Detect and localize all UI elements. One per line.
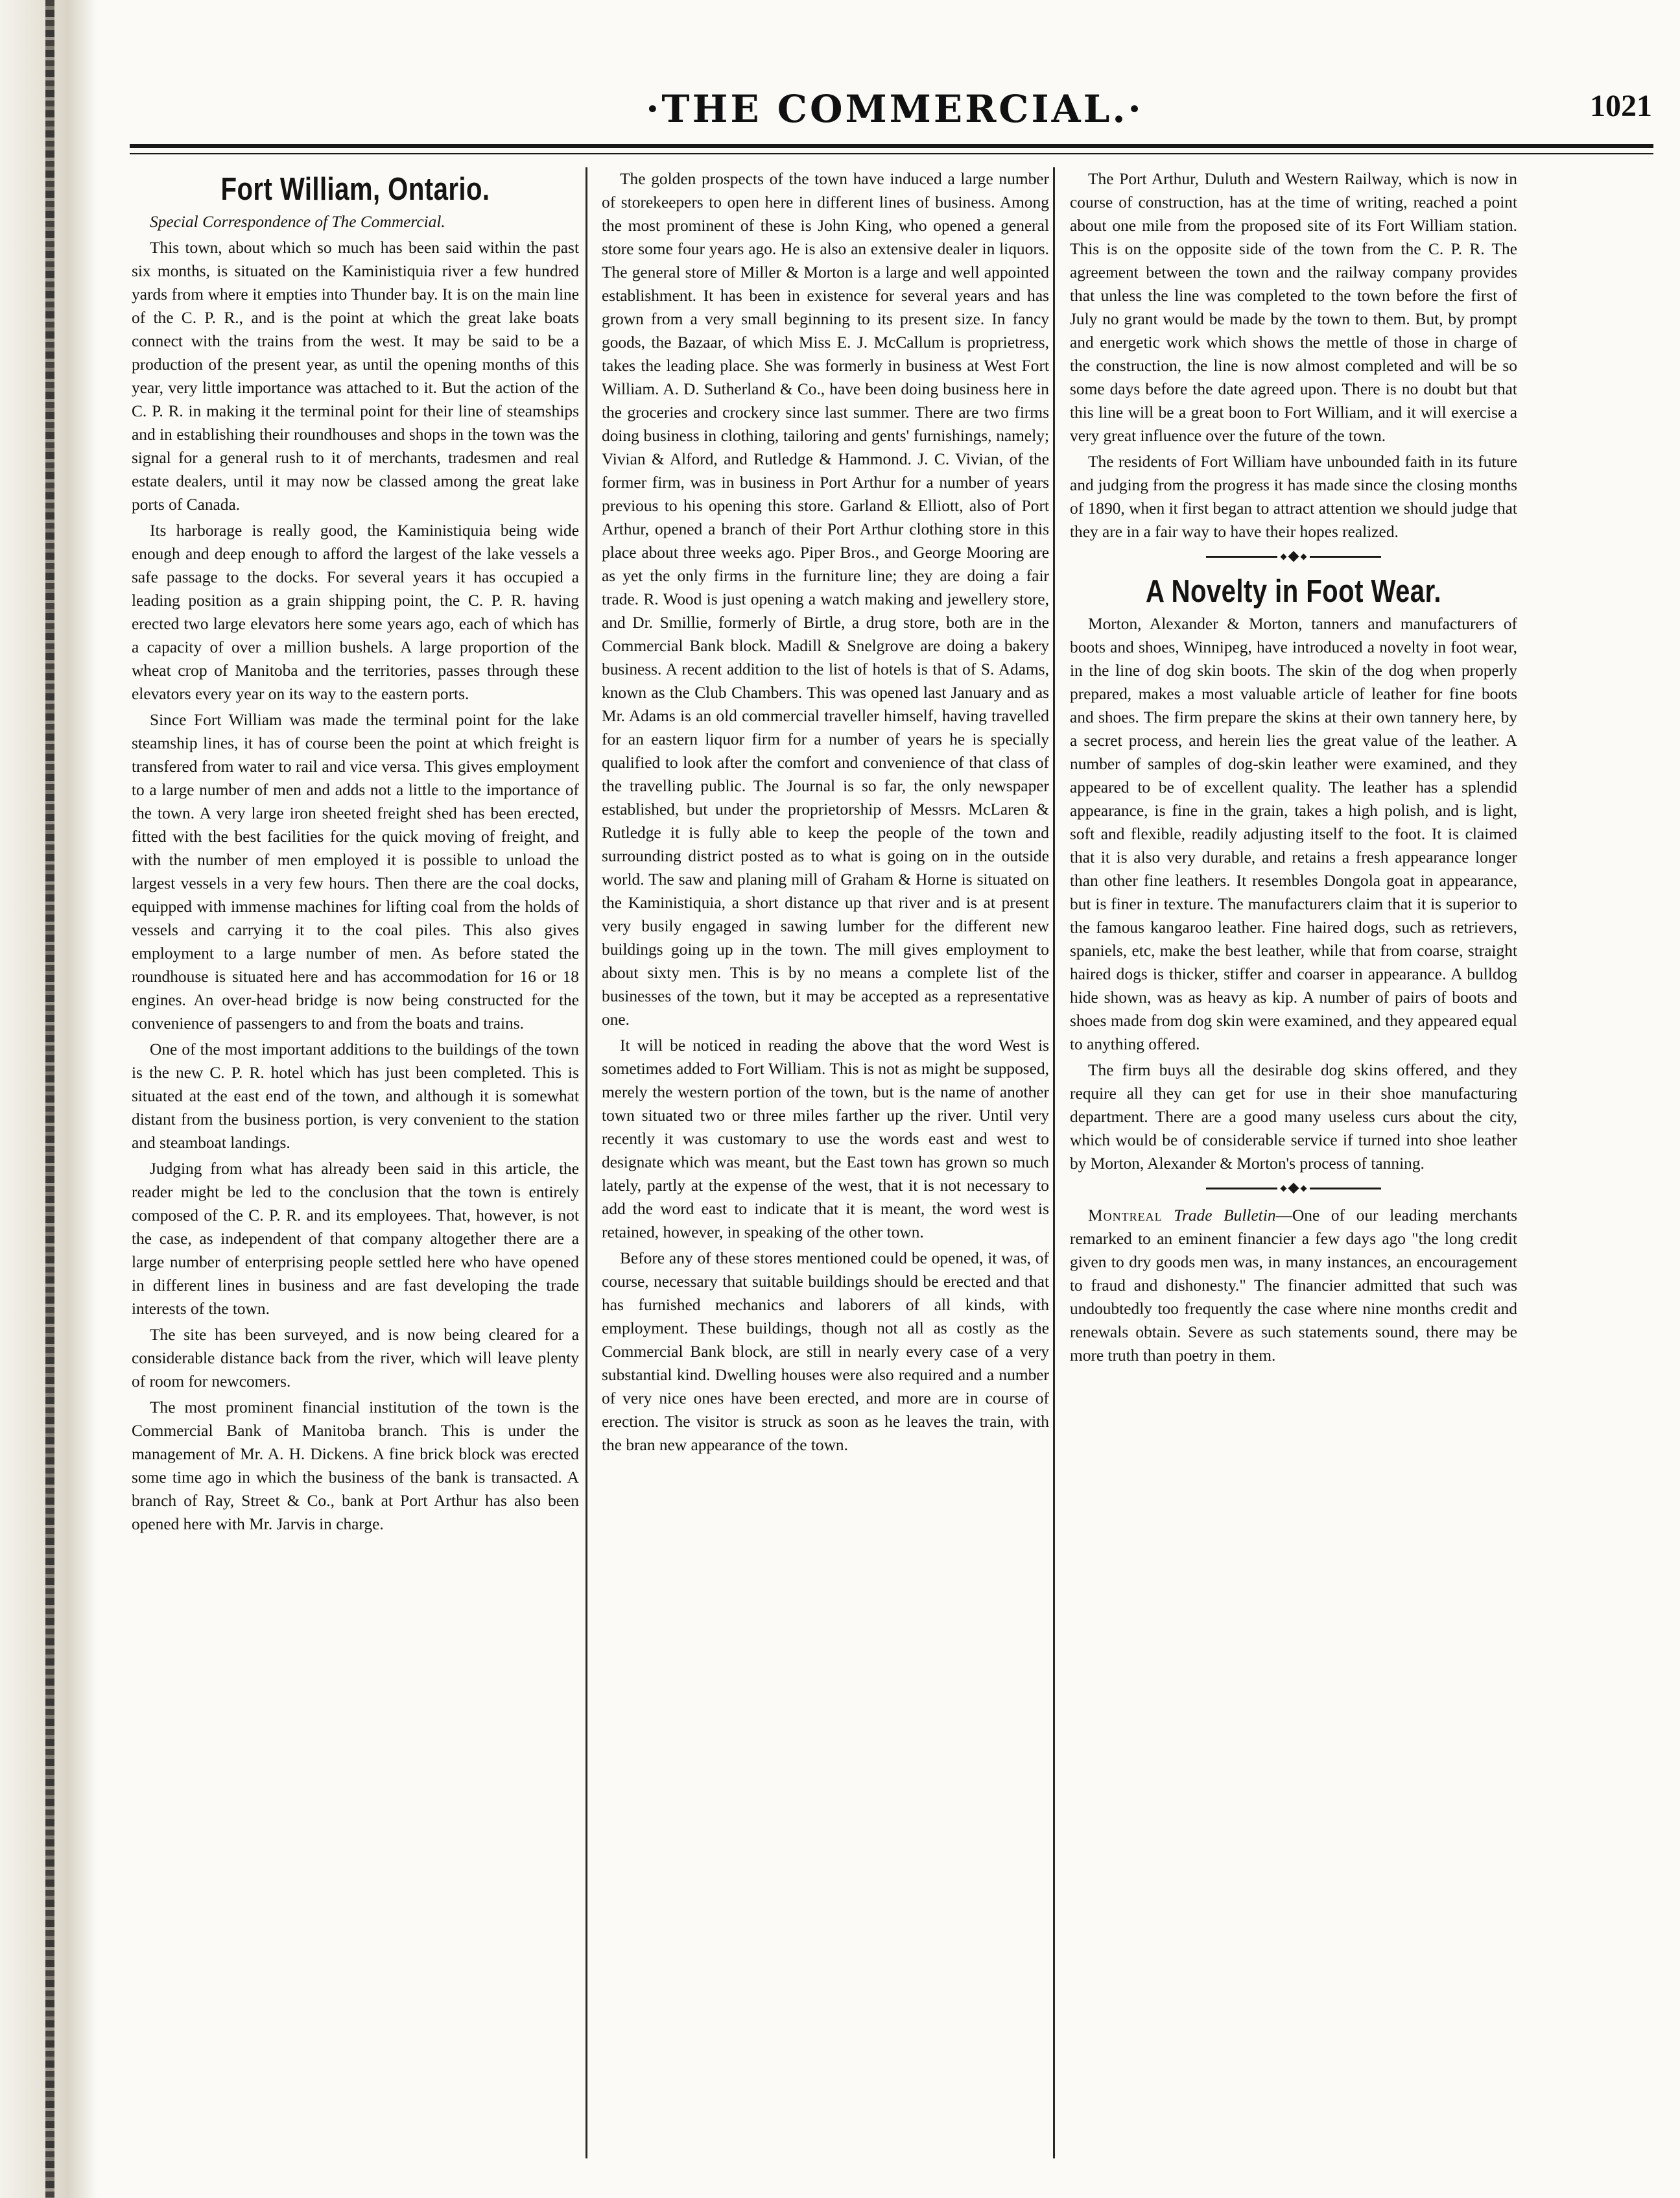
article-paragraph: Morton, Alexander & Morton, tanners and manufacturers of boots and shoes, Winnipeg, have introduced a novelty in foot wear, in the line of dog skin boots. The skin of the dog when properly prepared, makes a most valuable article of leather for fine boots and shoes. The firm prepare the skins at their own tannery here, by a secret process, and herein lies the great value of the leather. A number of samples of dog-skin leather were examined, and they appeared to be of excellent quality. The leather has a splendid appearance, is fine in the grain, takes a high polish, and is light, soft and flexible, readily adjusting itself to the foot. It is claimed that it is also very durable, and retains a fresh appearance longer than other fine leathers. It resembles Dongola goat in appearance, but is finer in texture. The manufacturers claim that it is superior to the famous kangaroo leather. Fine haired dogs, such as retrievers, spaniels, etc, make the best leather, while that from coarse, straight haired dogs is thicker, stiffer and coarser in appearance. A bulldog hide shown, was as heavy as kip. A number of pairs of boots and shoes made from dog skin were examined, and they appeared equal to anything offered. <box>1070 615 1517 1053</box>
article-byline: Special Correspondence of The Commercial. <box>150 213 445 231</box>
article-paragraph: Judging from what has already been said in this article, the reader might be led to the conclusion that the town is entirely composed of the C. P. R. and its employees. That, however, is not the case, as independent of that company altogether there are a large number of enterprising people settled here who have opened in different lines in business and are fast developing the trade interests of the town. <box>132 1160 579 1318</box>
column-3 <box>1070 167 1517 2165</box>
article-paragraph: Since Fort William was made the terminal point for the lake steamship lines, it has of course been the point at which freight is transfered from water to rail and vice versa. This gives employment to a large number of men and adds not a little to the importance of the town. A very large iron sheeted freight shed has been erected, fitted with the best facilities for the quick moving of freight, and with the number of men employed it is possible to unload the largest vessels in a very few hours. Then there are the coal docks, equipped with immense machines for lifting coal from the holds of vessels and carrying it to the coal piles. This also gives employment to a large number of men. As before stated the roundhouse is situated here and has accommodation for 16 or 18 engines. An over-head bridge is now being constructed for the convenience of passengers to and from the boats and trains. <box>132 711 579 1033</box>
article-paragraph: The residents of Fort William have unbounded faith in its future and judging from the progress it has made since the closing months of 1890, when it first began to attract attention we should judge that they are in a fair way to have their hopes realized. <box>1070 453 1517 541</box>
page-number: 1021 <box>1590 89 1652 123</box>
masthead-rule-thin <box>130 153 1653 154</box>
article-paragraph: Its harborage is really good, the Kaministiquia being wide enough and deep enough to afford the largest of the lake vessels a safe passage to the docks. For several years it has occupied a leading position as a grain shipping point, the C. P. R. having erected two large elevators here some years ago, each of which has a capacity of over a million bushels. A large proportion of the wheat crop of Manitoba and the territories, passes through these elevators every year on its way to the eastern ports. <box>132 521 579 703</box>
column-1 <box>132 167 579 2165</box>
masthead-rule-thick <box>130 144 1653 148</box>
masthead <box>130 82 1660 140</box>
column-divider <box>1053 167 1055 2158</box>
article-title-foot-wear: A Novelty in Foot Wear. <box>1146 574 1441 609</box>
section-ornament <box>1070 550 1517 563</box>
montreal-item <box>1070 1204 1517 1367</box>
column-divider <box>586 167 587 2158</box>
montreal-text: —One of our leading merchants remarked to an eminent financier a few days ago "the long credit given to dry goods men was, in many instances, an encouragement to fraud and dishonesty." The financier admitted that such was undoubtedly too frequently the case where nine months credit and renewals obtain. Severe as such statements sound, there may be more truth than poetry in them. <box>1070 1206 1517 1365</box>
montreal-publication: Trade Bulletin <box>1174 1206 1276 1224</box>
article-title-fort-william: Fort William, Ontario. <box>220 172 490 207</box>
section-ornament <box>1070 1182 1517 1195</box>
masthead-title: ·THE COMMERCIAL.· <box>646 87 1144 131</box>
article-paragraph: One of the most important additions to the buildings of the town is the new C. P. R. hotel which has just been completed. This is situated at the east end of the town, and although it is somewhat distant from the business portion, is very convenient to the station and steamboat landings. <box>132 1040 579 1152</box>
montreal-source: Montreal <box>1088 1206 1163 1224</box>
article-paragraph: The site has been surveyed, and is now being cleared for a considerable distance back from the river, which will leave plenty of room for newcomers. <box>132 1326 579 1391</box>
article-paragraph: This town, about which so much has been said within the past six months, is situated on the Kaministiquia river a few hundred yards from where it empties into Thunder bay. It is on the main line of the C. P. R., and is the point at which the great lake boats connect with the trains from the west. It may be said to be a production of the present year, as until the opening months of this year, very little importance was attached to it. But the action of the C. P. R. in making it the terminal point for their line of steamships and in establishing their roundhouses and shops in the town was the signal for a general rush to it of merchants, tradesmen and real estate dealers, until it may now be classed among the great lake ports of Canada. <box>132 239 579 514</box>
article-paragraph: The Port Arthur, Duluth and Western Railway, which is now in course of construction, has at the time of writing, reached a point about one mile from the proposed site of its Fort William station. This is on the opposite side of the town from the C. P. R. The agreement between the town and the railway company provides that unless the line was completed to the town before the first of July no grant would be made by the town to them. But, by prompt and energetic work which shows the mettle of those in charge of the construction, the line is now almost completed and will be so some days before the date agreed upon. There is no doubt but that this line will be a great boon to Fort William, and it will exercise a very great influence over the future of the town. <box>1070 170 1517 445</box>
article-paragraph: Before any of these stores mentioned could be opened, it was, of course, necessary that suitable buildings should be erected and that has furnished mechanics and laborers of all kinds, with employment. These buildings, though not all as costly as the Commercial Bank block, are still in nearly every case of a very substantial kind. Dwelling houses were also required and a number of very nice ones have been erected, and more are in course of erection. The visitor is struck as soon as he leaves the train, with the bran new appearance of the town. <box>602 1249 1049 1454</box>
article-paragraph: The golden prospects of the town have induced a large number of storekeepers to open here in different lines of business. Among the most prominent of these is John King, who opened a general store some four years ago. He is also an extensive dealer in liquors. The general store of Miller & Morton is a large and well appointed establishment. It has been in existence for several years and has grown from a very small beginning to its present size. In fancy goods, the Bazaar, of which Miss E. J. McCallum is proprietress, takes the leading place. She was formerly in business at West Fort William. A. D. Sutherland & Co., have been doing business here in the groceries and crockery since last summer. There are two firms doing business in clothing, tailoring and gents' furnishings, namely; Vivian & Alford, and Rutledge & Hammond. J. C. Vivian, of the former firm, was in business in Port Arthur for a number of years previous to his opening this store. Garland & Elliott, also of Port Arthur, opened a branch of their Port Arthur clothing store in this place about three weeks ago. Piper Bros., and George Mooring are as yet the only firms in the furniture line; they are doing a fair trade. R. Wood is just opening a watch making and jewellery store, and Dr. Smillie, formerly of Birtle, a drug store, both are in the Commercial Bank block. Madill & Snelgrove are doing a bakery business. A recent addition to the list of hotels is that of S. Adams, known as the Club Chambers. This was opened last January and as Mr. Adams is an old commercial traveller himself, having travelled for an eastern liquor firm for a number of years he is specially qualified to look after the comfort and convenience of that class of the travelling public. The Journal is so far, the only newspaper established, but under the proprietorship of Messrs. McLaren & Rutledge it is fully able to keep the people of the town and surrounding district posted as to what is going on in the outside world. The saw and planing mill of Graham & Horne is situated on the Kaministiquia, a short distance up that river and is at present very busily engaged in sawing lumber for the different new buildings going up in the town. The mill gives employment to about sixty men. This is by no means a complete list of the businesses of the town, but it may be accepted as a representative one. <box>602 170 1049 1029</box>
article-paragraph: It will be noticed in reading the above that the word West is sometimes added to Fort William. This is not as might be supposed, merely the western portion of the town, but is the name of another town situated two or three miles farther up the river. Until very recently it was customary to use the words east and west to designate which was meant, but the East town has grown so much lately, partly at the expense of the west, that it is not necessary to add the word east to indicate that it is meant, the word west is retained, however, in speaking of the other town. <box>602 1036 1049 1241</box>
article-paragraph: The most prominent financial institution of the town is the Commercial Bank of Manitoba branch. This is under the management of Mr. A. H. Dickens. A fine brick block was erected some time ago in which the business of the bank is transacted. A branch of Ray, Street & Co., bank at Port Arthur has also been opened here with Mr. Jarvis in charge. <box>132 1398 579 1533</box>
column-2 <box>602 167 1049 2165</box>
page-binding-edge <box>0 0 97 2198</box>
article-paragraph: The firm buys all the desirable dog skins offered, and they require all they can get for use in their shoe manufacturing department. There are a good many useless curs about the city, which would be of considerable service if turned into shoe leather by Morton, Alexander & Morton's process of tanning. <box>1070 1061 1517 1173</box>
